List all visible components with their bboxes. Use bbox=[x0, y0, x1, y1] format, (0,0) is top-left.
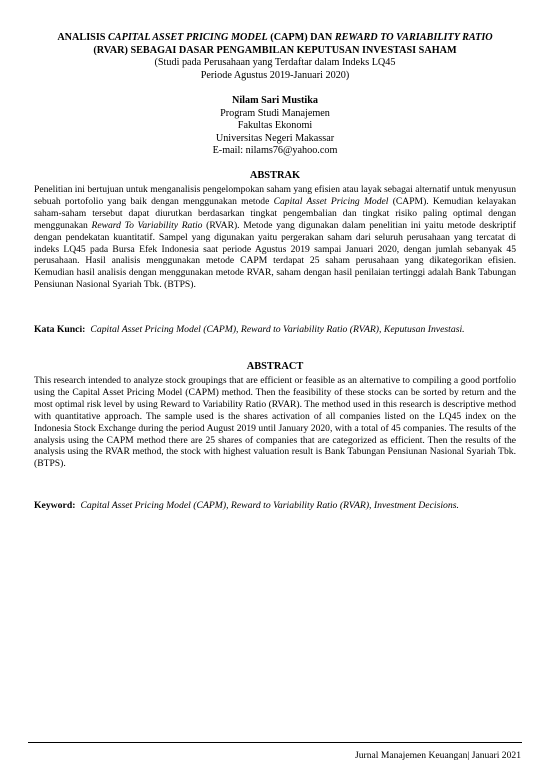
kata-kunci-row bbox=[34, 324, 516, 336]
footer-rule bbox=[28, 742, 522, 743]
abstrak-body: Penelitian ini bertujuan untuk menganalisis pengelompokan saham yang efisien atau layak sebagai alternatif untuk menyusun sebuah portofolio yang baik dengan menggunakan metode Capital Asset Pricing Model (CAPM). Kemudian kelayakan saham-saham tersebut dapat diurutkan berdasarkan tingkat pengembalian dan tingkat risiko paling optimal dengan menggunakan Reward To Variability Ratio (RVAR). Metode yang digunakan dalam penelitian ini yaitu metode deskriptif dengan pendekatan kuantitatif. Sampel yang digunakan yaitu pergerakan saham dari seluruh perusahaan yang tercatat di indeks LQ45 pada Bursa Efek Indonesia saat periode Agustus 2019 sampai Januari 2020, dengan jumlah sebanyak 45 perusahaan. Hasil analisis menggunakan metode CAPM terdapat 25 saham perusahaan yang dikategorikan efisien. Kemudian hasil analisis dengan menggunakan metode RVAR, saham dengan hasil penilaian tertinggi adalah Bank Tabungan Pensiunan Nasional Syariah Tbk. (BTPS). bbox=[34, 184, 516, 291]
keyword-text: Capital Asset Pricing Model (CAPM), Reward to Variability Ratio (RVAR), Investment Decisions. bbox=[80, 500, 459, 511]
abstract-body: This research intended to analyze stock groupings that are efficient or feasible as an alternative to compiling a good portfolio using the Capital Asset Pricing Model (CAPM) method. Then the feasibility of these stocks can be sorted by return and the most optimal risk level by using Reward to Variability Ratio (RVAR). The method used in this research is descriptive method with quantitative approach. The sample used is the shares activation of all companies listed on the LQ45 index on the Indonesia Stock Exchange during the period August 2019 until January 2020, with a total of 45 companies. The results of the analysis using the CAPM method there are 25 shares of companies that are categorized as efficient. Then the results of the analysis using the RVAR method, the stock with highest valuation result is Bank Tabungan Pensiunan Nasional Syariah Tbk. (BTPS). bbox=[34, 375, 516, 470]
author-name: Nilam Sari Mustika bbox=[231, 95, 319, 106]
author-university: Universitas Negeri Makassar bbox=[215, 132, 335, 144]
keyword-row bbox=[34, 500, 516, 512]
subtitle-line-2: Periode Agustus 2019-Januari 2020) bbox=[200, 69, 350, 81]
kata-kunci-label: Kata Kunci: bbox=[34, 324, 86, 335]
abstract-heading: ABSTRACT bbox=[246, 361, 304, 372]
paper-title bbox=[28, 31, 522, 57]
title-line-1: ANALISIS CAPITAL ASSET PRICING MODEL (CAPM) DAN REWARD TO VARIABILITY RATIO bbox=[57, 32, 493, 43]
title-line-2: (RVAR) SEBAGAI DASAR PENGAMBILAN KEPUTUSAN INVESTASI SAHAM bbox=[93, 45, 457, 56]
author-block bbox=[28, 95, 522, 158]
author-email: E-mail: nilams76@yahoo.com bbox=[212, 145, 338, 157]
journal-footer: Jurnal Manajemen Keuangan| Januari 2021 bbox=[354, 750, 521, 761]
subtitle-line-1: (Studi pada Perusahaan yang Terdaftar dalam Indeks LQ45 bbox=[154, 57, 396, 68]
keyword-label: Keyword: bbox=[34, 500, 76, 511]
keyword bbox=[34, 500, 516, 512]
kata-kunci-text: Capital Asset Pricing Model (CAPM), Reward to Variability Ratio (RVAR), Keputusan Investasi. bbox=[90, 324, 465, 335]
paper-subtitle bbox=[28, 57, 522, 82]
author-faculty: Fakultas Ekonomi bbox=[237, 120, 313, 132]
author-program: Program Studi Manajemen bbox=[220, 107, 330, 119]
abstrak-heading: ABSTRAK bbox=[249, 170, 301, 181]
kata-kunci bbox=[34, 324, 516, 336]
